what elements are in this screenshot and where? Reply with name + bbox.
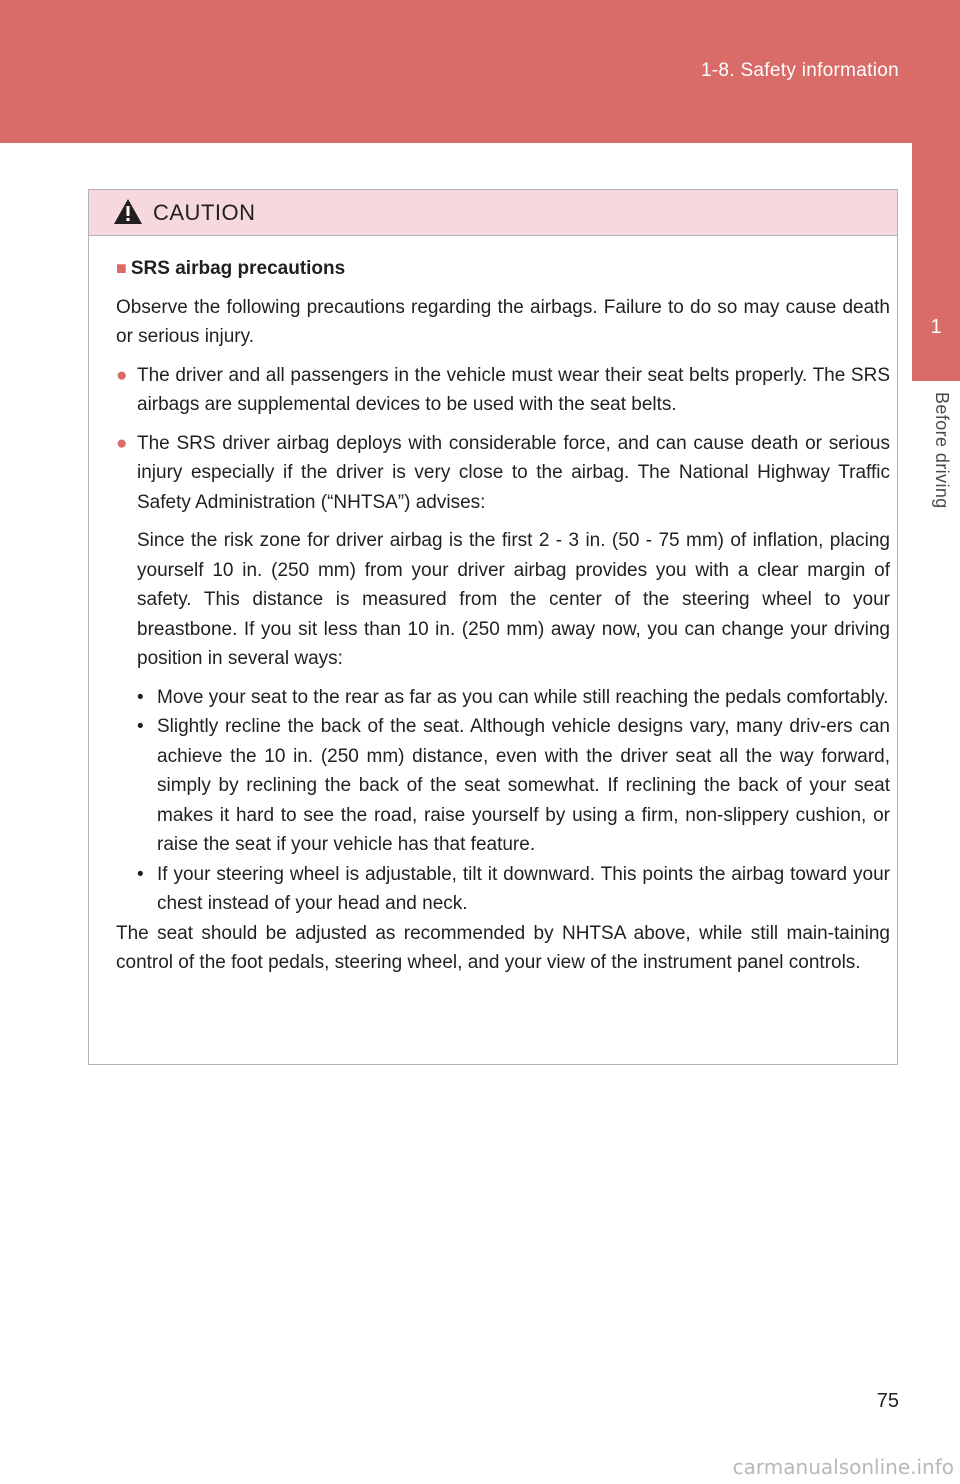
list-item (116, 361, 890, 420)
caution-box (88, 189, 898, 1065)
sub-item-text: If your steering wheel is adjustable, tilt it downward. This points the airbag toward your chest instead of your head and neck. (157, 863, 890, 914)
nhtsa-advice: Since the risk zone for driver airbag is the first 2 - 3 in. (50 - 75 mm) of inflation, placing yourself 10 in. (250 mm) from your driver airbag provides you with a clear margin of safety. This distance is measured from the center of the steering wheel to your breastbone. If you sit less than 10 in. (250 mm) away now, you can change your driving position in several ways: (137, 530, 890, 669)
watermark: carmanualsonline.info (732, 1455, 954, 1479)
dot-bullet-icon: • (137, 716, 144, 737)
warning-triangle-icon (113, 198, 143, 225)
section-heading (116, 254, 890, 284)
chapter-number: 1 (930, 316, 942, 338)
square-bullet-icon: ■ (116, 258, 127, 278)
sub-item-text: Move your seat to the rear as far as you can while still reaching the pedals comfortably. (157, 686, 889, 708)
caution-label: CAUTION (153, 200, 256, 225)
section-header-title: 1-8. Safety information (700, 60, 899, 81)
caution-header (89, 190, 897, 236)
sub-list-item (116, 712, 890, 860)
section-heading-text: SRS airbag precautions (130, 258, 346, 279)
bullet-text: The SRS driver airbag deploys with considerable force, and can cause death or serious injury especially if the driver is very close to the airbag. The National Highway Traffic Safety Administration (“NHTSA”) advises: (137, 432, 890, 513)
list-item (116, 429, 890, 518)
sub-list-item (116, 683, 890, 713)
chapter-label: Before driving (932, 392, 952, 509)
page-number: 75 (876, 1390, 899, 1412)
chapter-tab (912, 143, 960, 381)
dot-bullet-icon: • (137, 863, 144, 885)
sub-list-item (116, 860, 890, 919)
bullet-text: The driver and all passengers in the vehicle must wear their seat belts properly. The SRS airbags are supplemental devices to be used with the seat belts. (137, 364, 890, 415)
round-bullet-icon: ● (116, 432, 128, 454)
caution-content (116, 254, 890, 978)
sub-item-text: Slightly recline the back of the seat. Although vehicle designs vary, many driv-ers can achieve the 10 in. (250 mm) distance, even with the driver seat all the way forward, simply by reclining the back of the seat somewhat. If reclining the back of your seat makes it hard to see the road, raise yourself by using a firm, non-slippery cushion, or raise the seat if your vehicle has that feature. (157, 716, 890, 855)
intro-paragraph: Observe the following precautions regarding the airbags. Failure to do so may cause death or serious injury. (116, 296, 890, 347)
round-bullet-icon: ● (116, 364, 128, 386)
dot-bullet-icon: • (137, 686, 144, 708)
closing-paragraph: The seat should be adjusted as recommended by NHTSA above, while still main-taining control of the foot pedals, steering wheel, and your view of the instrument panel controls. (116, 922, 890, 973)
